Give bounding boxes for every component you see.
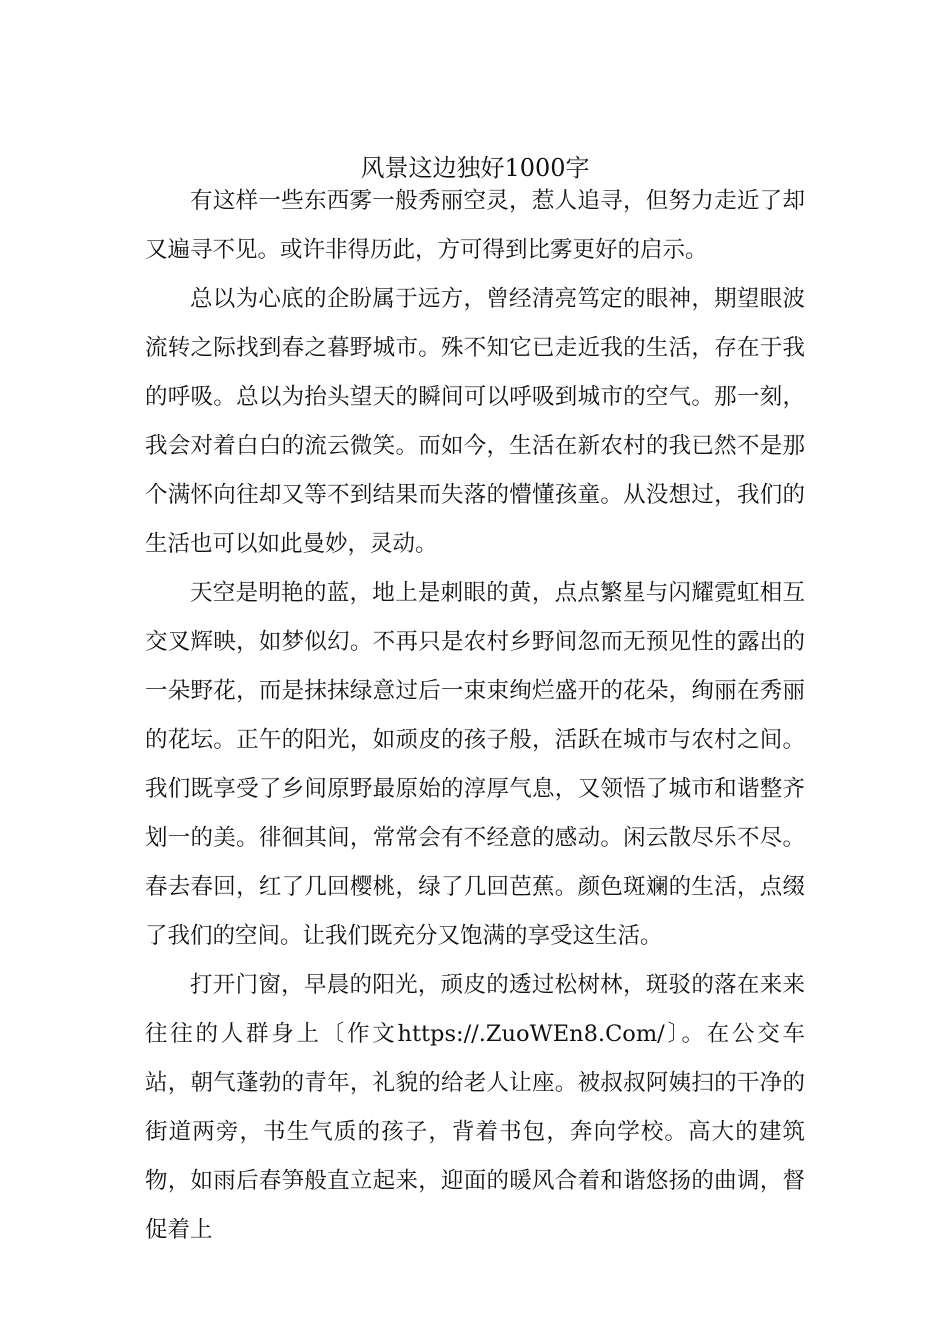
document-body — [145, 177, 805, 1255]
paragraph-3: 天空是明艳的蓝，地上是刺眼的黄，点点繁星与闪耀霓虹相互交叉辉映，如梦似幻。不再只是农村乡野间忽而无预见性的露出的一朵野花，而是抹抹绿意过后一束束绚烂盛开的花朵，绚丽在秀丽的花坛。正午的阳光，如顽皮的孩子般，活跃在城市与农村之间。我们既享受了乡间原野最原始的淳厚气息，又领悟了城市和谐整齐划一的美。徘徊其间，常常会有不经意的感动。闲云散尽乐不尽。春去春回，红了几回樱桃，绿了几回芭蕉。颜色斑斓的生活，点缀了我们的空间。让我们既充分又饱满的享受这生活。 — [145, 580, 805, 949]
paragraph-1: 有这样一些东西雾一般秀丽空灵，惹人追寻，但努力走近了却又遍寻不见。或许非得历此，方可得到比雾更好的启示。 — [145, 188, 805, 263]
document-title: 风景这边独好1000字 — [360, 154, 590, 183]
paragraph-2: 总以为心底的企盼属于远方，曾经清亮笃定的眼神，期望眼波流转之际找到春之暮野城市。殊不知它已走近我的生活，存在于我的呼吸。总以为抬头望天的瞬间可以呼吸到城市的空气。那一刻，我会对着白白的流云微笑。而如今，生活在新农村的我已然不是那个满怀向往却又等不到结果而失落的懵懂孩童。从没想过，我们的生活也可以如此曼妙，灵动。 — [145, 286, 805, 557]
paragraph-4: 打开门窗，早晨的阳光，顽皮的透过松树林，斑驳的落在来来往往的人群身上〔作文https://.ZuoWEn8.Com/〕。在公交车站，朝气蓬勃的青年，礼貌的给老人让座。被叔叔阿姨扫的干净的街道两旁，书生气质的孩子，背着书包，奔向学校。高大的建筑物，如雨后春笋般直立起来，迎面的暖风合着和谐悠扬的曲调，督促着上 — [145, 972, 805, 1243]
